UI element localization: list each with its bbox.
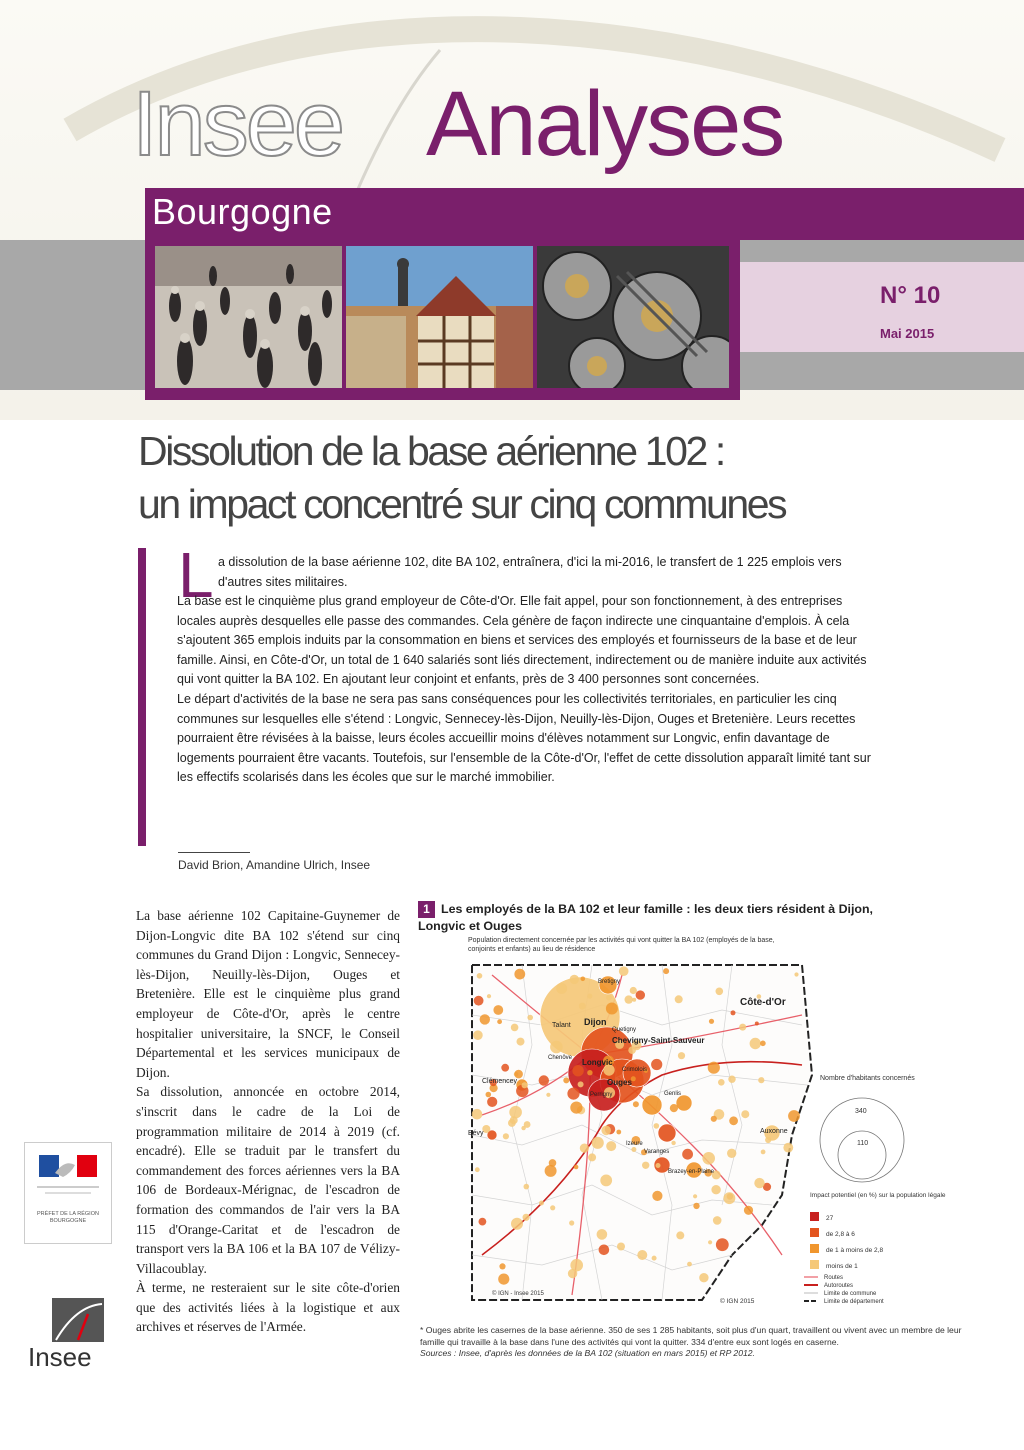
place-label: Bretigny — [598, 979, 621, 985]
size-legend-title: Nombre d'habitants concernés — [820, 1075, 915, 1082]
body-paragraph: Sa dissolution, annoncée en octobre 2014, s'inscrit dans le cadre de la Loi de programmation militaire de 2014 à 2019 (cf. encadré). Elle se traduit par le transfert du commandement des forces aériennes vers la BA 106 de Bordeaux-Mérignac, de l'escadron de formation des commandos de l'air vers la BA 115 d'Orange-Caritat et de l'escadron de transport vers la BA 106 et la BA 107 de Vélizy-Villacoublay. — [136, 1084, 400, 1276]
title-line-2: un impact concentré sur cinq communes — [138, 481, 786, 527]
lead-body — [177, 592, 877, 788]
body-column — [136, 906, 400, 1337]
place-label: Dijon — [584, 1017, 607, 1027]
map-bubble — [728, 1076, 735, 1083]
lead-paragraph: Le départ d'activités de la base ne sera pas sans conséquences pour les collectivités territoriales, en particulier les cinq communes sur lesquelles elle s'étend : Longvic, Sennecey-lès-Dijon, Neuilly-lès-Dijon, Ouges et Bretenière. Leurs recettes pourraient être révisées à la baisse, leurs écoles accueillir moins d'élèves notamment sur Longvic, enfin davantage de logements pourraient être vacants. Toutefois, sur l'ensemble de la Côte-d'Or, l'effet de cette dissolution apparaît limité tant sur les effectifs scolarisés dans les écoles que sur le marché immobilier. — [177, 691, 871, 785]
map-bubble — [486, 1092, 492, 1098]
map-bubble — [563, 1077, 569, 1083]
map-bubble — [754, 1178, 764, 1188]
map-bubble — [479, 1218, 487, 1226]
map-bubble — [656, 1163, 661, 1168]
map-bubble — [651, 1059, 662, 1070]
map-bubble — [744, 1206, 753, 1215]
map-bubble — [524, 1121, 531, 1128]
map-bubble — [716, 988, 724, 996]
map-bubble — [606, 1141, 616, 1151]
photo-crowd — [155, 246, 342, 388]
map-bubble — [487, 1097, 497, 1107]
map-bubble — [545, 1165, 557, 1177]
map-bubble — [578, 1081, 584, 1087]
map-bubble — [711, 1116, 717, 1122]
map-bubble — [709, 1019, 714, 1024]
map-bubble — [503, 1133, 509, 1139]
place-label: Ouges — [607, 1078, 632, 1087]
map-bubble — [750, 1038, 761, 1049]
map-bubble — [499, 1263, 505, 1269]
legend-label: Limite de département — [824, 1299, 884, 1305]
map-bubble — [652, 1256, 657, 1261]
place-label: Chevigny-Saint-Sauveur — [612, 1036, 705, 1045]
title-line-1: Dissolution de la base aérienne 102 : — [138, 428, 724, 474]
map-figure — [462, 955, 966, 1307]
region-label: Bourgogne — [152, 191, 333, 232]
map-bubble — [630, 987, 637, 994]
map-bubble — [501, 1064, 509, 1072]
legend-label: moins de 1 — [826, 1263, 858, 1270]
map-bubble — [718, 1079, 725, 1086]
map-bubble — [716, 1238, 729, 1251]
map-bubble — [616, 1130, 621, 1135]
map-bubble — [658, 1124, 676, 1142]
authors-rule — [178, 852, 250, 853]
map-bubble — [480, 1014, 490, 1024]
map-bubble — [702, 1152, 715, 1165]
map-bubble — [708, 1062, 720, 1074]
map-bubble — [477, 973, 483, 979]
map-bubble — [509, 1106, 522, 1119]
map-bubble — [739, 1024, 746, 1031]
map-bubble — [570, 1102, 582, 1114]
map-bubble — [682, 1149, 693, 1160]
legend-label: 27 — [826, 1215, 834, 1222]
map-bubble — [539, 1075, 549, 1085]
legend-label: Routes — [824, 1275, 844, 1281]
photo-gears — [537, 246, 729, 388]
legend-label: de 1 à moins de 2,8 — [826, 1247, 884, 1254]
lead-dropcap: L — [178, 539, 214, 611]
figure-source: Sources : Insee, d'après les données de la BA 102 (situation en mars 2015) et RP 2012. — [420, 1348, 755, 1358]
insee-logo-text: Insee — [28, 1342, 92, 1372]
map-bubble — [511, 1218, 523, 1230]
map-bubble — [671, 1141, 675, 1145]
map-bubble — [670, 1104, 678, 1112]
region-map-label: Côte-d'Or — [740, 997, 786, 1008]
map-bubble — [676, 1231, 684, 1239]
insee-logo — [26, 1296, 110, 1376]
map-bubble — [567, 1088, 579, 1100]
map-bubble — [570, 1259, 583, 1272]
map-bubble — [625, 995, 633, 1003]
map-bubble — [580, 1144, 589, 1153]
map-bubble — [628, 1046, 636, 1054]
map-bubble — [631, 1147, 636, 1152]
map-bubble — [601, 1126, 611, 1136]
map-bubble — [783, 1143, 793, 1153]
lead-paragraph: La base est le cinquième plus grand employeur de Côte-d'Or. Elle fait appel, pour son fonctionnement, à des entreprises locales auprès desquelles elle passe des commandes. Cela génère de façon indirecte une cinquantaine d'emplois. À cela s'ajoutent 365 emplois induits par la consommation en biens et services des employés et fournisseurs de la base et de leur famille. Ainsi, en Côte-d'Or, un total de 1 640 salariés sont liés directement, indirectement ou de manière induite aux activités qui vont quitter la BA 102. En ajoutant leur conjoint et enfants, près de 3 400 personnes sont concernées. — [177, 594, 867, 687]
marianne-icon — [25, 1143, 111, 1243]
legend-swatch — [810, 1228, 819, 1237]
map-bubble — [517, 1038, 525, 1046]
map-bubble — [642, 1162, 649, 1169]
map-bubble — [597, 1229, 608, 1240]
map-bubble — [708, 1240, 712, 1244]
legend-swatch — [810, 1260, 819, 1269]
prefet-logo — [24, 1142, 112, 1244]
map-bubble — [474, 996, 484, 1006]
map-bubble — [678, 1052, 685, 1059]
map-bubble — [472, 1109, 483, 1120]
map-bubble — [588, 1153, 596, 1161]
map-bubble — [599, 1245, 610, 1256]
place-label: Bévy — [468, 1130, 484, 1137]
map-bubble — [550, 1205, 555, 1210]
map-bubble — [510, 1116, 518, 1124]
copyright-right: © IGN 2015 — [720, 1298, 755, 1305]
map-bubble — [652, 1191, 662, 1201]
map-bubble — [581, 977, 586, 982]
map-bubble — [498, 1274, 509, 1285]
map-bubble — [556, 983, 567, 994]
place-label: Talant — [552, 1022, 571, 1029]
map-bubble — [727, 1149, 736, 1158]
figure-notes — [420, 1325, 980, 1360]
figure-subtitle: Population directement concernée par les activités qui vont quitter la BA 102 (employés de la base, conjoints et enfants) au lieu de résidence — [468, 937, 775, 953]
map-bubble — [473, 1030, 483, 1040]
place-label: Perrigny — [590, 1092, 613, 1098]
map-bubble — [523, 1214, 530, 1221]
map-bubble — [579, 1003, 586, 1010]
map-bubble — [663, 968, 669, 974]
map-bubble — [788, 1110, 800, 1122]
map-bubble — [511, 1024, 519, 1032]
map-bubble — [794, 972, 798, 976]
map-bubble — [522, 1082, 528, 1088]
map-bubble — [687, 1262, 692, 1267]
legend-swatch — [810, 1212, 819, 1221]
place-label: Auxonne — [760, 1128, 788, 1135]
logo-insee-text: Insee — [132, 73, 343, 175]
map-bubble — [636, 990, 645, 999]
body-paragraph: La base aérienne 102 Capitaine-Guynemer de Dijon-Longvic dite BA 102 s'étend sur cinq communes du Grand Dijon : Longvic, Sennecey-lès-Dijon, Neuilly-lès-Dijon, Ouges et Bretenière. Elle est le cinquième plus grand employeur de Côte-d'Or, après le centre hospitalier universitaire, la SNCF, le Conseil Départemental et les services municipaux de Dijon. — [136, 908, 400, 1080]
prefet-label: PRÉFET DE LA RÉGION BOURGOGNE — [37, 1211, 99, 1224]
map-bubble — [539, 1201, 544, 1206]
logo-analyses-text: Analyses — [426, 73, 784, 175]
map-bubble — [527, 1015, 533, 1021]
place-label: Varanges — [644, 1149, 670, 1155]
map-bubble — [600, 1175, 612, 1187]
place-label: Clémencey — [482, 1078, 518, 1085]
place-label: Izeure — [626, 1141, 643, 1147]
map-bubble — [724, 1192, 736, 1204]
map-bubble — [569, 1220, 574, 1225]
legend-label: Autoroutes — [824, 1283, 854, 1289]
map-bubble — [587, 994, 592, 999]
map-bubble — [760, 1041, 766, 1047]
map-bubble — [731, 1010, 736, 1015]
map-bubble — [741, 1110, 749, 1118]
map-bubble — [758, 1077, 764, 1083]
place-label: Brazey-en-Plaine — [668, 1169, 715, 1175]
issue-date: Mai 2015 — [880, 326, 935, 341]
legend-swatch — [810, 1244, 819, 1253]
map-bubble — [729, 1116, 738, 1125]
map-bubble — [633, 1101, 639, 1107]
legend-label: Limite de commune — [824, 1291, 877, 1297]
map-bubble — [755, 1022, 759, 1026]
map-bubble — [574, 1165, 579, 1170]
figure-title-cont: Longvic et Ouges — [418, 919, 522, 933]
lead-accent-bar — [138, 548, 146, 846]
lead-first-paragraph: a dissolution de la base aérienne 102, dite BA 102, entraînera, d'ici la mi-2016, le transfert de 1 225 emplois vers d'autres sites militaires. — [218, 555, 842, 589]
body-paragraph: À terme, ne resteraient sur le site côte-d'orien que des activités liées à la logistique et aux archives et réserves de l'Armée. — [136, 1280, 400, 1335]
article-title — [138, 425, 938, 531]
place-label: Crimolois — [622, 1067, 648, 1073]
map-bubble — [675, 995, 683, 1003]
map-bubble — [587, 1070, 592, 1075]
map-bubble — [765, 1137, 771, 1143]
authors: David Brion, Amandine Ulrich, Insee — [178, 858, 371, 872]
map-bubble — [711, 1185, 720, 1194]
map-bubble — [592, 1137, 604, 1149]
map-bubble — [637, 1250, 647, 1260]
map-bubble — [713, 1216, 722, 1225]
map-bubble — [699, 1273, 708, 1282]
map-bubble — [693, 1194, 697, 1198]
size-legend-value: 110 — [857, 1140, 869, 1147]
legend-label: de 2,8 à 6 — [826, 1231, 855, 1238]
photo-dijon-old-town — [346, 246, 533, 388]
map-bubble — [524, 1184, 530, 1190]
place-label: Genlis — [664, 1091, 682, 1097]
map-bubble — [475, 1167, 480, 1172]
map-bubble — [619, 966, 629, 976]
place-label: Quetigny — [612, 1027, 637, 1033]
map-bubble — [606, 1003, 618, 1015]
map-bubble — [514, 969, 525, 980]
map-bubble — [497, 1019, 502, 1024]
map-bubble — [570, 975, 579, 984]
map-bubble — [606, 995, 612, 1001]
map-bubble — [617, 1243, 625, 1251]
map-bubble — [493, 1005, 503, 1015]
color-legend-title: Impact potentiel (en %) sur la population légale — [810, 1192, 946, 1199]
copyright-left: © IGN - Insee 2015 — [492, 1291, 544, 1297]
insee-emblem-icon — [26, 1296, 110, 1346]
place-label: Chenôve — [548, 1055, 573, 1061]
map-bubble — [654, 1123, 660, 1129]
map-bubble — [761, 1150, 766, 1155]
map-bubble — [676, 1095, 692, 1111]
figure-note: * Ouges abrite les casernes de la base aérienne. 350 de ses 1 285 habitants, soit plus d'un quart, travaillent ou vivent avec un membre de leur famille qui travaille à la base dans l'une des activités qui vont la quitter. 334 d'entre eux sont logés en caserne. — [420, 1325, 962, 1347]
map-bubble — [546, 1093, 550, 1097]
map-bubble — [693, 1203, 699, 1209]
place-label: Longvic — [582, 1058, 613, 1067]
map-bubble — [642, 1095, 662, 1115]
figure-number: 1 — [418, 901, 435, 918]
figure-title: Les employés de la BA 102 et leur famille : les deux tiers résident à Dijon, — [441, 902, 873, 916]
map-bubble — [550, 1041, 563, 1054]
size-legend-value: 340 — [855, 1108, 867, 1115]
map-bubble — [487, 994, 491, 998]
issue-number: N° 10 — [880, 282, 941, 309]
